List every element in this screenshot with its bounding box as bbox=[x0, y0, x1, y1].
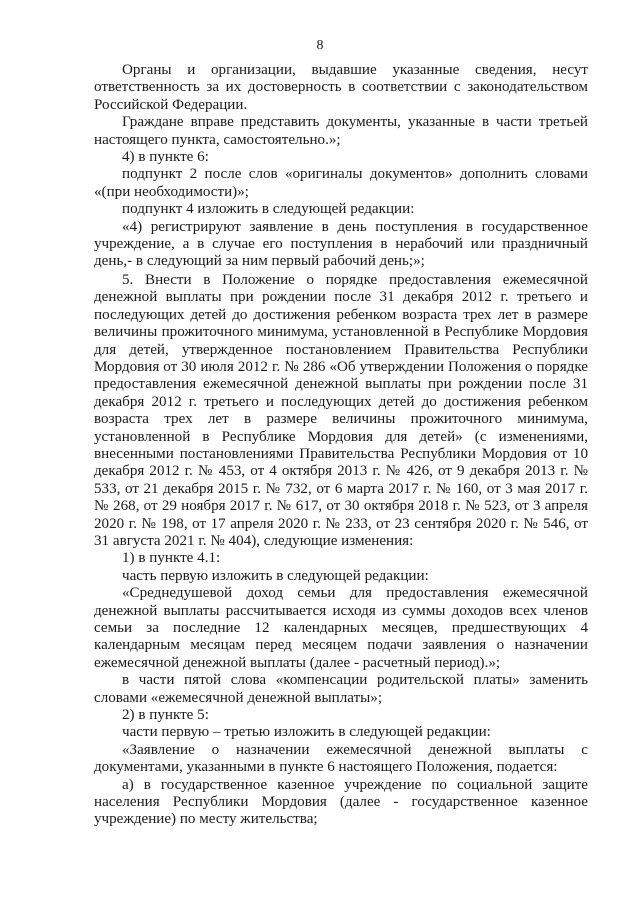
paragraph-clause-5: 2) в пункте 5: bbox=[122, 707, 209, 724]
paragraph-part-five: в части пятой слова «компенсации родительской платы» заменить словами «ежемесячной денежной выплаты»; bbox=[94, 672, 588, 706]
paragraph-citizens-right: Граждане вправе представить документы, указанные в части третьей настоящего пункта, самостоятельно.»; bbox=[94, 114, 588, 148]
paragraph-item-5-amend-regulation: 5. Внести в Положение о порядке предоставления ежемесячной денежной выплаты при рождении после 31 декабря 2012 г. третьего и последующих детей до достижения ребенком возраста трех лет в размере величины прожиточного минимума, установленной в Республике Мордовия для детей, утвержденное постановлением Правительства Республики Мордовия от 30 июля 2012 г. № 286 «Об утверждении Положения о порядке предоставления ежемесячной денежной выплаты при рождении после 31 декабря 2012 г. третьего и последующих детей до достижения ребенком возраста трех лет в размере величины прожиточного минимума, установленной в Республике Мордовия для детей» (с изменениями, внесенными постановлениями Правительства Республики Мордовия от 10 декабря 2012 г. № 453, от 4 октября 2013 г. № 426, от 9 декабря 2013 г. № 533, от 21 декабря 2015 г. № 732, от 6 марта 2017 г. № 160, от 3 мая 2017 г. № 268, от 29 ноября 2017 г. № 617, от 30 октября 2018 г. № 523, от 3 апреля 2020 г. № 198, от 17 апреля 2020 г. № 233, от 23 сентября 2020 г. № 546, от 31 августа 2021 г. № 404), следующие изменения: bbox=[94, 271, 588, 549]
paragraph-register-statement: «4) регистрируют заявление в день поступления в государственное учреждение, а в случае его поступления в нерабочий или праздничный день,- в следующий за ним первый рабочий день;»; bbox=[94, 218, 588, 270]
document-body bbox=[94, 62, 588, 829]
paragraph-part-one-edit: часть первую изложить в следующей редакции: bbox=[122, 567, 429, 584]
paragraph-subitem-a: а) в государственное казенное учреждение по социальной защите населения Республики Мордовия (далее - государственное казенное учреждение) по месту жительства; bbox=[94, 776, 588, 828]
paragraph-item-4: 4) в пункте 6: bbox=[122, 149, 209, 166]
paragraph-clause-4-1: 1) в пункте 4.1: bbox=[122, 550, 221, 567]
page-number: 8 bbox=[316, 38, 324, 53]
paragraph-average-income: «Среднедушевой доход семьи для предоставления ежемесячной денежной выплаты рассчитывается исходя из суммы доходов всех членов семьи за последние 12 календарных месяцев, предшествующих 4 календарным месяцам перед месяцем подачи заявления о назначении ежемесячной денежной выплаты (далее - расчетный период).»; bbox=[94, 585, 588, 671]
paragraph-subitem-4: подпункт 4 изложить в следующей редакции: bbox=[122, 201, 415, 218]
paragraph-subitem-2: подпункт 2 после слов «оригиналы документов» дополнить словами «(при необходимости)»; bbox=[94, 166, 588, 200]
paragraph-organizations-responsibility: Органы и организации, выдавшие указанные сведения, несут ответственность за их достоверность в соответствии с законодательством Российской Федерации. bbox=[94, 62, 588, 113]
paragraph-application: «Заявление о назначении ежемесячной денежной выплаты с документами, указанными в пункте 6 настоящего Положения, подается: bbox=[94, 741, 588, 776]
paragraph-parts-one-three: части первую – третью изложить в следующей редакции: bbox=[122, 724, 491, 741]
